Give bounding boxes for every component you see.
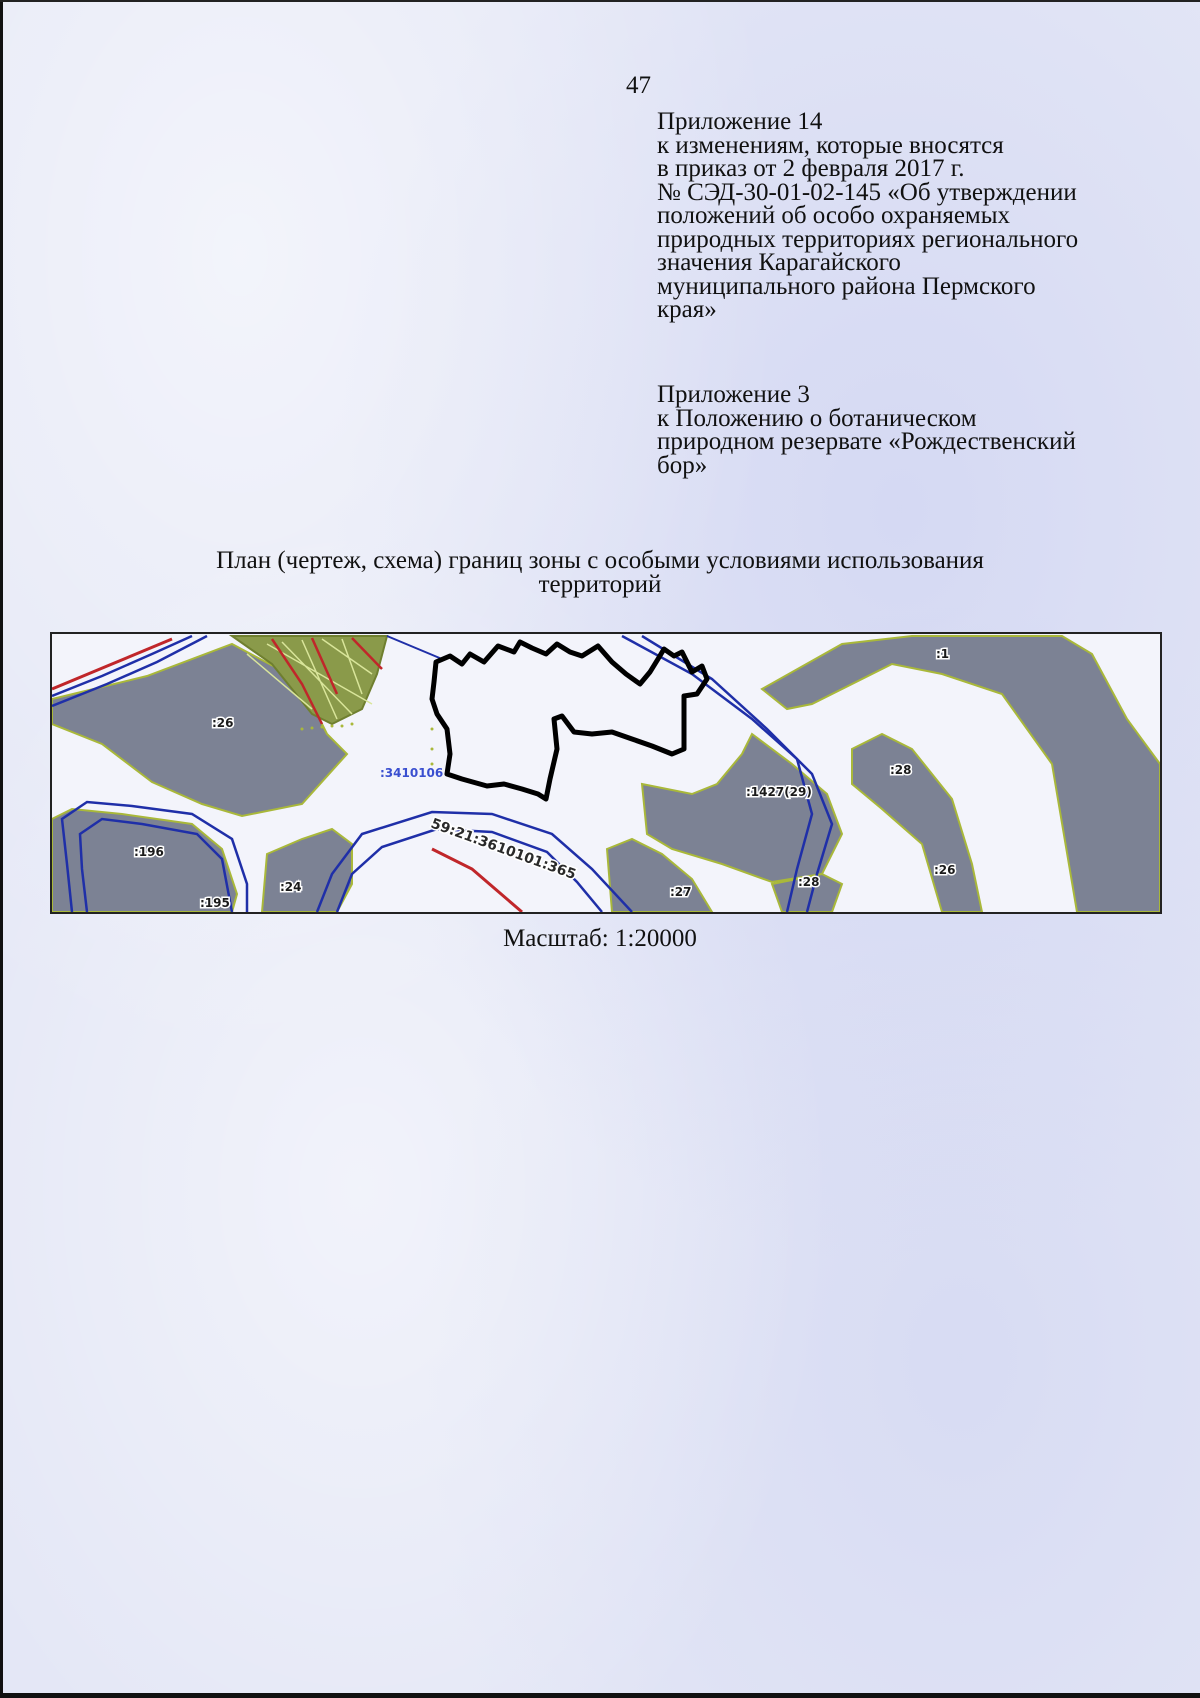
parcel-28-right: [852, 734, 982, 912]
plan-title-line-2: территорий: [538, 571, 662, 598]
appendix-14-line: природных территориях регионального: [657, 225, 1079, 253]
appendix-14-line: положений об особо охраняемых: [657, 202, 1011, 229]
parcels: [52, 636, 1160, 912]
parcel-label-27: :27: [670, 885, 692, 899]
scan-edge-top: [0, 0, 1200, 2]
map-scale: Масштаб: 1:20000: [503, 925, 697, 952]
parcel-label-28-right: :28: [890, 763, 912, 777]
parcel-label-196: :196: [134, 845, 164, 859]
parcel-24: [262, 829, 352, 912]
parcel-label-1427: :1427(29): [746, 785, 812, 799]
parcel-label-28-bottom: :28: [798, 875, 820, 889]
appendix-14-header: [657, 110, 1177, 322]
appendix-14-line: края»: [657, 296, 717, 323]
plan-title: [60, 549, 1140, 597]
appendix-3-line: природном резервате «Рождественский: [657, 428, 1076, 455]
plan-title-line-1: План (чертеж, схема) границ зоны с особыми условиями использования: [216, 547, 984, 574]
appendix-14-line: в приказ от 2 февраля 2017 г.: [657, 155, 965, 182]
appendix-14-line: муниципального района Пермского: [657, 272, 1036, 300]
scan-edge-left: [0, 0, 3, 1698]
appendix-14-line: к изменениям, которые вносятся: [657, 131, 1004, 159]
parcel-label-1: :1: [936, 647, 950, 661]
appendix-3-header: [657, 383, 1177, 477]
boundary-map: [50, 632, 1162, 914]
appendix-14-line: Приложение 14: [657, 108, 823, 135]
appendix-14-line: № СЭД-30-01-02-145 «Об утверждении: [657, 178, 1077, 206]
map-drawing: [52, 634, 1160, 912]
cadastral-number-label: 59:21:3610101:365: [428, 815, 579, 884]
appendix-14-line: значения Карагайского: [657, 249, 901, 276]
parcel-label-3410: :3410106: [380, 766, 444, 780]
appendix-3-line: к Положению о ботаническом: [657, 404, 977, 432]
appendix-3-line: бор»: [657, 451, 708, 479]
zone-boundary: [432, 642, 707, 799]
parcel-label-195: :195: [200, 896, 230, 910]
parcel-label-26-left: :26: [212, 716, 234, 730]
parcel-label-26-right: :26: [934, 863, 956, 877]
appendix-3-line: Приложение 3: [657, 381, 810, 408]
scan-edge-bottom: [0, 1693, 1200, 1698]
parcel-label-24: :24: [280, 880, 302, 894]
page-number: 47: [626, 72, 651, 99]
